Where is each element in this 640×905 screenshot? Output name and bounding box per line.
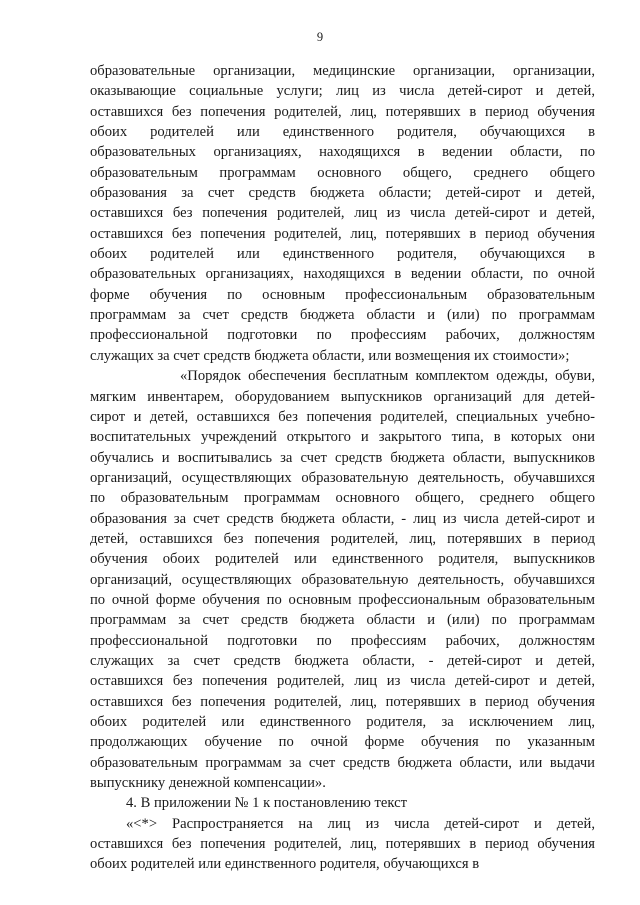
text-line: образовательных организациях, находящихся в ведении области, по очной [90,266,595,283]
paragraph [90,814,595,875]
page-number: 9 [316,30,324,44]
text-line: образования за счет средств бюджета области; детей-сирот и детей, [90,185,595,202]
text-line: оставшихся без попечения родителей, лиц из числа детей-сирот и детей, [90,205,595,222]
text-line: образовательным программам основного общего, среднего общего [90,164,595,181]
text-line: обучения обоих родителей или единственного родителя, выпускников [90,551,595,568]
text-line: «Порядок обеспечения бесплатным комплектом одежды, обуви, [180,368,595,385]
text-line: оставшихся без попечения родителей, лиц, потерявших в период обучения [90,693,595,710]
text-line: организаций, осуществляющих образовательную деятельность, обучавшихся [90,571,595,588]
text-line: оставшихся без попечения родителей, лиц из числа детей-сирот и детей, [90,673,595,690]
text-line: образования за счет средств бюджета области, - лиц из числа детей-сирот и [90,510,595,527]
text-line: организаций, осуществляющих образовательную деятельность, обучавшихся [90,469,595,486]
text-line: оставшихся без попечения родителей, лиц, потерявших в период обучения [90,103,595,120]
text-line: профессиональной подготовки по профессиям рабочих, должностям [90,327,595,344]
text-line: выпускнику денежной компенсации». [90,775,326,792]
text-line: программам за счет средств бюджета области и (или) по программам [90,307,595,324]
text-line: оставшихся без попечения родителей, лиц, потерявших в период обучения [90,225,595,242]
text-line: служащих за счет средств бюджета области, - детей-сирот и детей, [90,652,595,669]
text-line: оставшихся без попечения родителей, лиц, потерявших в период обучения [90,836,595,853]
text-line: обоих родителей или единственного родителя, за исключением лиц, [90,714,595,730]
text-line: по очной форме обучения по основным профессиональным образовательным [90,591,595,608]
text-line: форме обучения по основным профессиональным образовательным [90,286,595,303]
text-line: образовательных организациях, находящихся в ведении области, по [90,144,595,161]
text-line: по образовательным программам основного общего, среднего общего [90,490,595,507]
text-line: воспитательных учреждений открытого и закрытого типа, в которых они [90,429,595,446]
text-line: 4. В приложении № 1 к постановлению текст [126,795,407,812]
text-line: образовательные организации, медицинские организации, организации, [90,63,595,79]
text-line: сирот и детей, оставшихся без попечения родителей, специальных учебно- [90,408,595,425]
text-line: профессиональной подготовки по профессиям рабочих, должностям [90,632,595,649]
text-line: оказывающие социальные услуги; лиц из числа детей-сирот и детей, [90,83,595,100]
text-line: детей, оставшихся без попечения родителей, лиц, потерявших в период [90,530,595,547]
text-line: образовательным программам за счет средств бюджета области, или выдачи [90,754,595,771]
paragraph [90,793,595,813]
text-line: «<*> Распространяется на лиц из числа детей-сирот и детей, [126,815,595,832]
paragraph [90,366,595,793]
text-line: обоих родителей или единственного родителя, обучающихся в [90,856,480,873]
text-line: обучались и воспитывались за счет средств бюджета области, выпускников [90,449,595,466]
text-line: мягким инвентарем, оборудованием выпускников организаций для детей- [90,388,595,405]
text-line: программам за счет средств бюджета области и (или) по программам [90,612,595,629]
document-body [90,61,595,875]
paragraph [90,61,595,366]
text-line: обоих родителей или единственного родителя, обучающихся в [90,246,595,263]
text-line: обоих родителей или единственного родителя, обучающихся в [90,124,595,141]
text-line: продолжающих обучение по очной форме обучения по указанным [90,734,595,751]
text-line: служащих за счет средств бюджета области, или возмещения их стоимости»; [90,347,570,364]
